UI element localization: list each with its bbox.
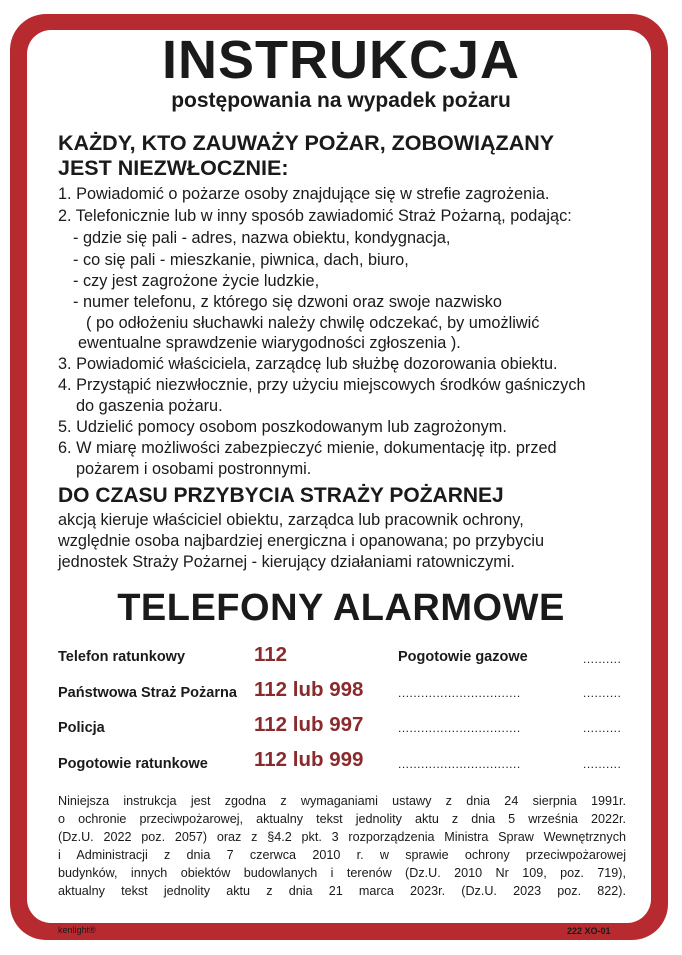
product-code: 222 XO-01 bbox=[567, 926, 611, 936]
duty-line: - gdzie się pali - adres, nazwa obiektu, kondygnacja, bbox=[73, 229, 451, 247]
phone-number: 112 lub 997 bbox=[254, 713, 364, 736]
phone-dots: .......... bbox=[583, 652, 622, 666]
phones-heading: TELEFONY ALARMOWE bbox=[117, 587, 565, 629]
phone-label: Państwowa Straż Pożarna bbox=[58, 685, 237, 701]
legal-line: i Administracji z dnia 7 czerwca 2010 r. w sprawie ochrony przeciwpożarowej bbox=[58, 848, 626, 862]
legal-line: o ochronie przeciwpożarowej, aktualny tekst jednolity aktu z dnia 5 września 2022r. bbox=[58, 812, 626, 826]
phone-dots-right: ................................ bbox=[398, 686, 521, 700]
phone-label: Telefon ratunkowy bbox=[58, 649, 186, 665]
phone-number: 112 lub 999 bbox=[254, 748, 364, 771]
arrival-line: jednostek Straży Pożarnej - kierujący działaniami ratowniczymi. bbox=[58, 553, 515, 571]
phone-label: Policja bbox=[58, 720, 105, 736]
legal-line: Niniejsza instrukcja jest zgodna z wymaganiami ustawy z dnia 24 sierpnia 1991r. bbox=[58, 794, 626, 808]
duty-line: - czy jest zagrożone życie ludzkie, bbox=[73, 272, 320, 290]
page-subtitle: postępowania na wypadek pożaru bbox=[171, 89, 511, 112]
legal-line: aktualny tekst jednolity aktu z dnia 21 marca 2023r. (Dz.U. 2023 poz. 822). bbox=[58, 884, 626, 898]
duty-line: 4. Przystąpić niezwłocznie, przy użyciu miejscowych środków gaśniczych bbox=[58, 376, 586, 394]
phone-dots-right: ................................ bbox=[398, 721, 521, 735]
duty-line: ewentualne sprawdzenie wiarygodności zgłoszenia ). bbox=[78, 334, 461, 352]
legal-line: (Dz.U. 2022 poz. 2057) oraz z §4.2 pkt. 3 rozporządzenia Ministra Spraw Wewnętrznych bbox=[58, 830, 626, 844]
phone-dots: .......... bbox=[583, 686, 622, 700]
duty-line: - numer telefonu, z którego się dzwoni oraz swoje nazwisko bbox=[73, 293, 502, 311]
arrival-line: akcją kieruje właściciel obiektu, zarządca lub pracownik ochrony, bbox=[58, 511, 524, 529]
phone-number: 112 lub 998 bbox=[254, 678, 364, 701]
duty-line: ( po odłożeniu słuchawki należy chwilę odczekać, by umożliwić bbox=[86, 314, 540, 332]
duty-line: 2. Telefonicznie lub w inny sposób zawiadomić Straż Pożarną, podając: bbox=[58, 207, 572, 225]
phone-number: 112 bbox=[254, 643, 288, 666]
duty-line: 1. Powiadomić o pożarze osoby znajdujące się w strefie zagrożenia. bbox=[58, 185, 550, 203]
duty-line: 3. Powiadomić właściciela, zarządcę lub służbę dozorowania obiektu. bbox=[58, 355, 558, 373]
duty-heading-line2: JEST NIEZWŁOCZNIE: bbox=[58, 156, 289, 180]
phone-dots: .......... bbox=[583, 721, 622, 735]
duty-line: - co się pali - mieszkanie, piwnica, dach, biuro, bbox=[73, 251, 409, 269]
phone-label: Pogotowie ratunkowe bbox=[58, 756, 208, 772]
phone-right-label: Pogotowie gazowe bbox=[398, 649, 528, 665]
arrival-heading: DO CZASU PRZYBYCIA STRAŻY POŻARNEJ bbox=[58, 484, 504, 507]
phone-dots-right: ................................ bbox=[398, 757, 521, 771]
page-title: INSTRUKCJA bbox=[161, 30, 521, 90]
duty-line: do gaszenia pożaru. bbox=[76, 397, 223, 415]
duty-line: 6. W miarę możliwości zabezpieczyć mienie, dokumentację itp. przed bbox=[58, 439, 557, 457]
legal-line: budynków, innych obiektów budowlanych i terenów (Dz.U. 2010 Nr 109, poz. 719), bbox=[58, 866, 626, 880]
duty-heading-line1: KAŻDY, KTO ZAUWAŻY POŻAR, ZOBOWIĄZANY bbox=[58, 131, 555, 155]
duty-line: 5. Udzielić pomocy osobom poszkodowanym lub zagrożonym. bbox=[58, 418, 507, 436]
phone-dots: .......... bbox=[583, 757, 622, 771]
arrival-line: względnie osoba najbardziej energiczna i opanowana; po przybyciu bbox=[58, 532, 545, 550]
duty-line: pożarem i osobami postronnymi. bbox=[76, 460, 312, 478]
brand-mark: kenlight® bbox=[58, 925, 96, 935]
